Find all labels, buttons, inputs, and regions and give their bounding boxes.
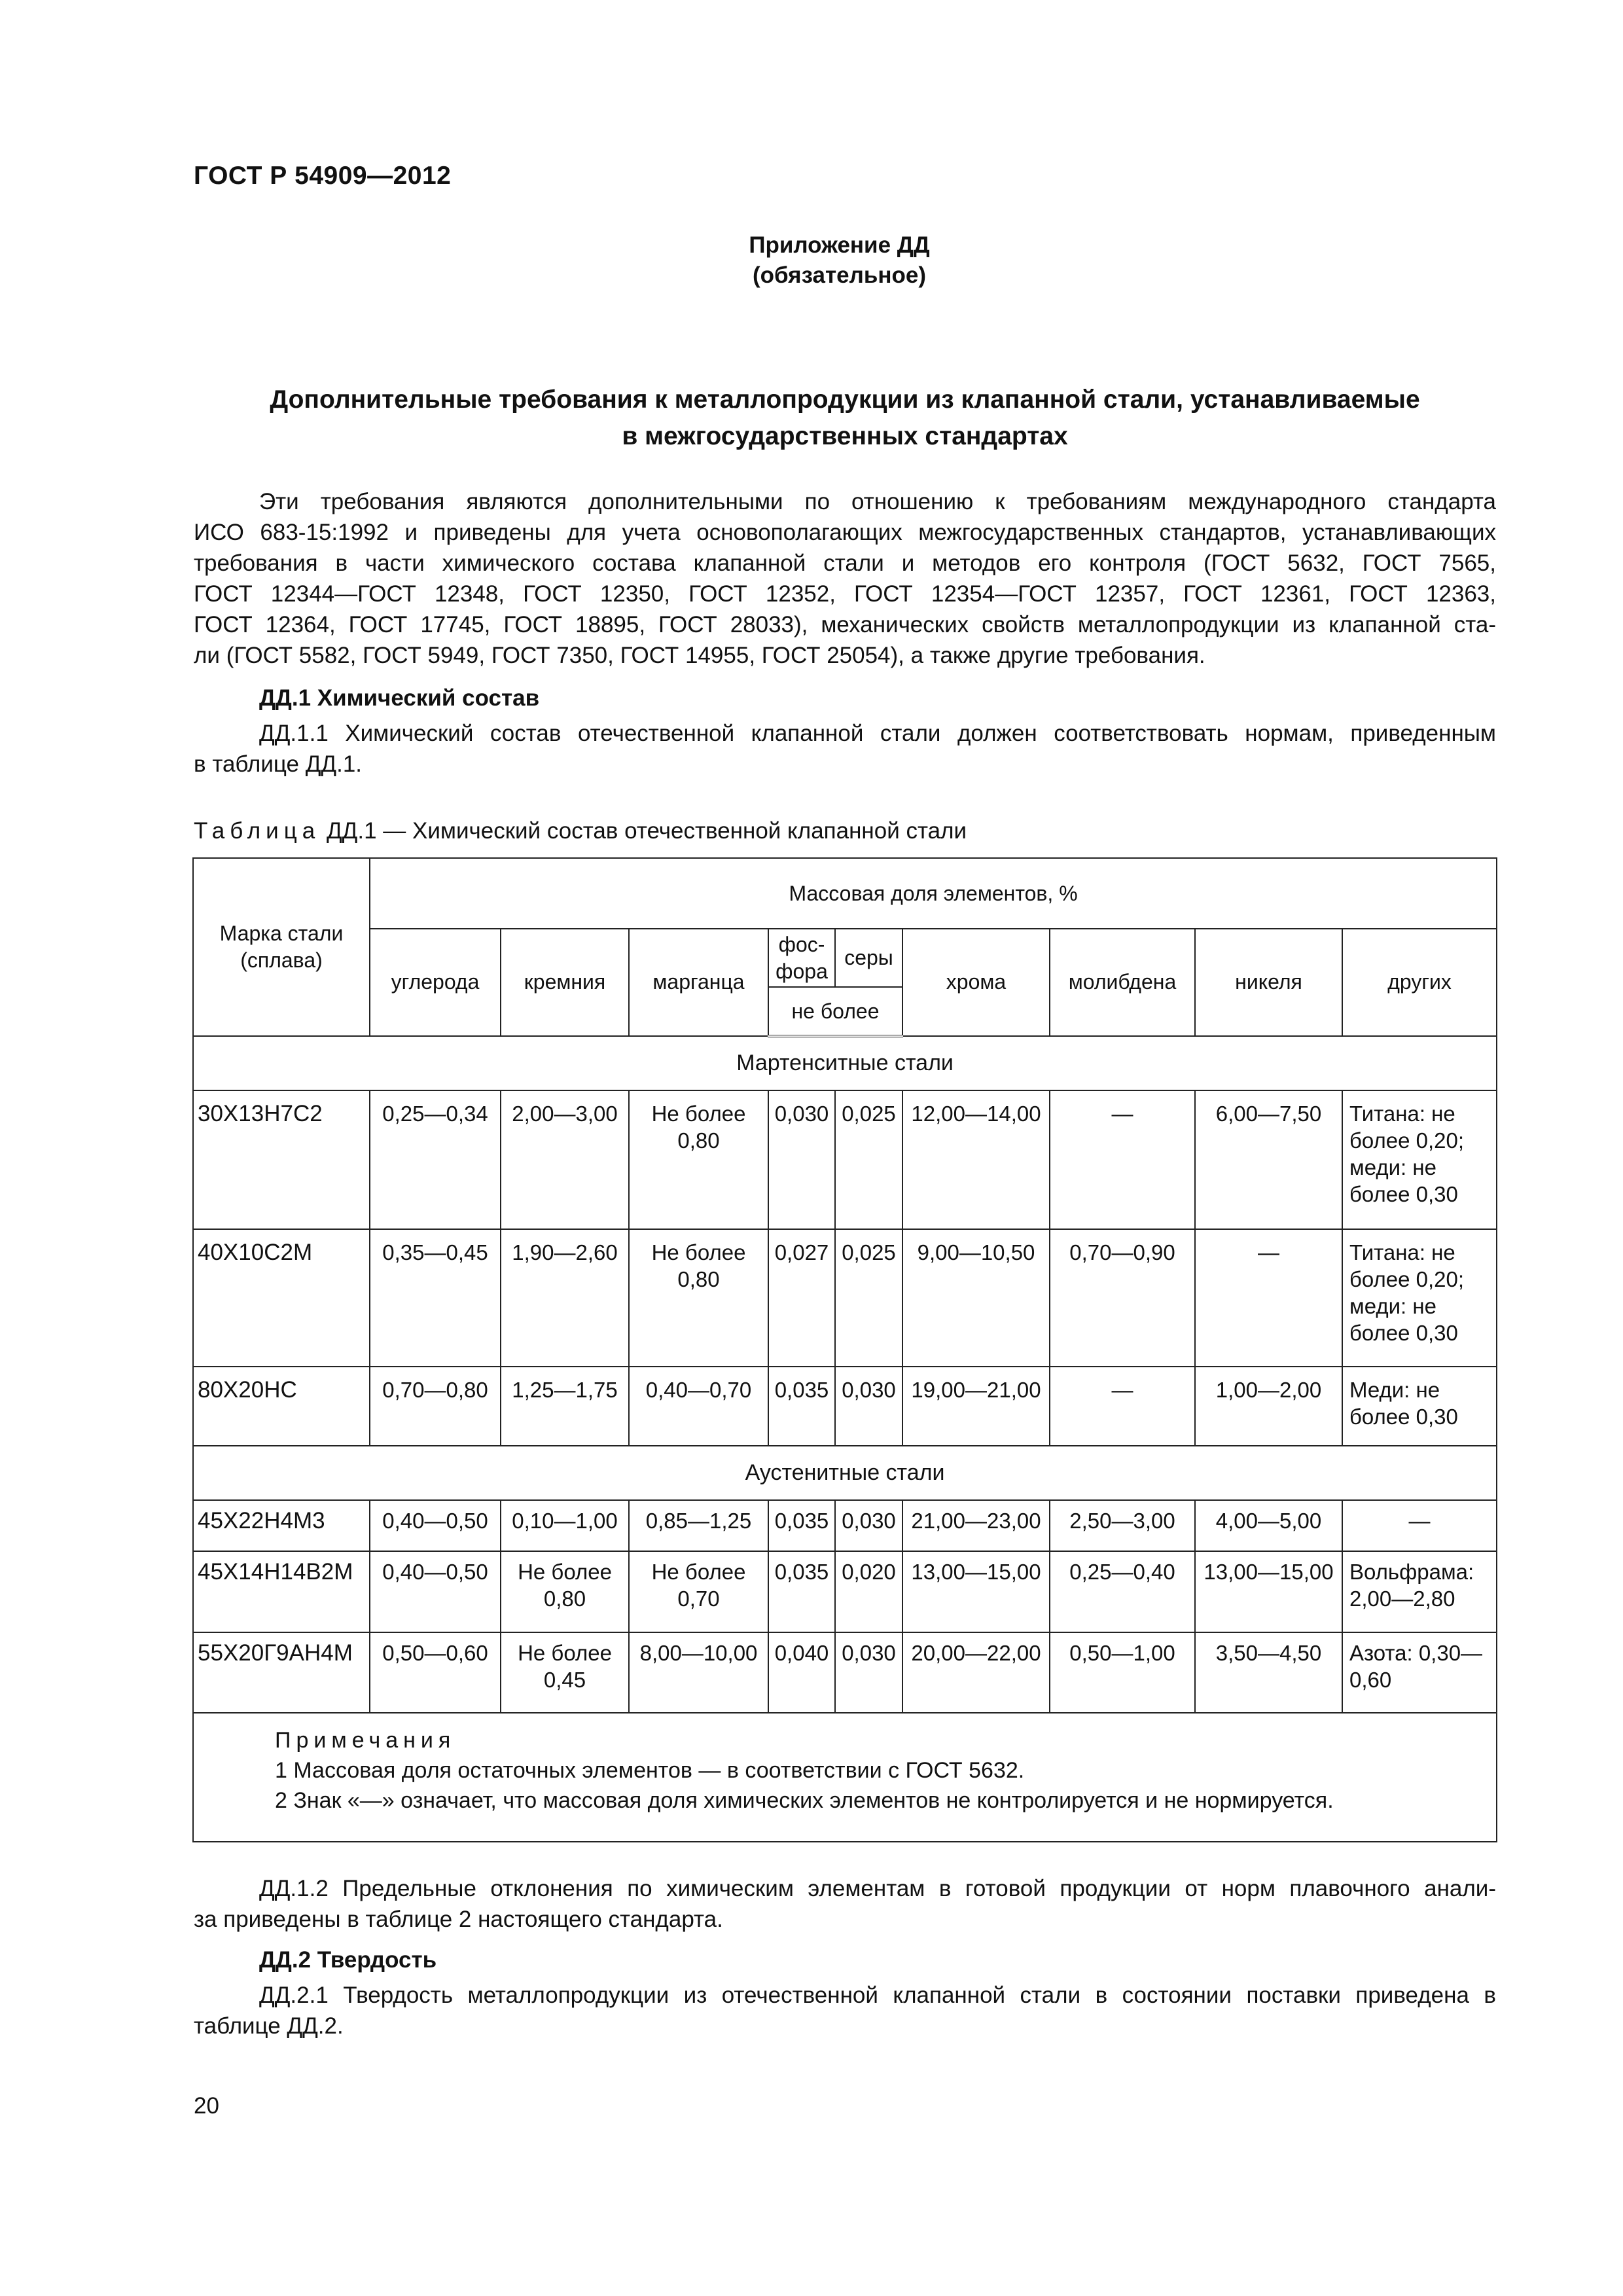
paragraph-line: ДД.1.2 Предельные отклонения по химическим элементам в готовой продукции от норм плавочного анали-: [259, 1876, 1496, 1901]
cell-other: Вольфрама: 2,00—2,80: [1342, 1551, 1497, 1632]
cell-manganese: 0,85—1,25: [629, 1500, 768, 1552]
cell-molybdenum: 2,50—3,00: [1050, 1500, 1195, 1552]
chemical-composition-table: [192, 857, 1497, 1842]
cell-silicon: 0,10—1,00: [501, 1500, 629, 1552]
cell-carbon: 0,35—0,45: [370, 1229, 501, 1367]
cell-phosphorus: 0,027: [768, 1229, 835, 1367]
cell-chromium: 20,00—22,00: [902, 1632, 1050, 1712]
cell-phosphorus: 0,035: [768, 1500, 835, 1552]
paragraph-dd21: [194, 1980, 1496, 2041]
cell-other: —: [1342, 1500, 1497, 1552]
cell-grade: 45Х22Н4М3: [193, 1500, 370, 1552]
table-row: [193, 1367, 1497, 1446]
cell-carbon: 0,25—0,34: [370, 1090, 501, 1229]
cell-manganese: Не более 0,80: [629, 1229, 768, 1367]
group-austenitic: Аустенитные стали: [193, 1446, 1497, 1500]
header-mass-fraction: Массовая доля элементов, %: [370, 858, 1497, 929]
cell-molybdenum: —: [1050, 1090, 1195, 1229]
table-caption-word: Таблица: [194, 818, 321, 844]
cell-silicon: Не более 0,80: [501, 1551, 629, 1632]
cell-grade: 40Х10С2М: [193, 1229, 370, 1367]
cell-nickel: 6,00—7,50: [1195, 1090, 1342, 1229]
cell-other: Титана: не более 0,20; меди: не более 0,30: [1342, 1229, 1497, 1367]
table-row: [193, 1551, 1497, 1632]
appendix-name: Приложение ДД: [749, 232, 930, 258]
intro-line: ГОСТ 12364, ГОСТ 17745, ГОСТ 18895, ГОСТ 28033), механических свойств металлопродукции из клапанной ста-: [194, 612, 1496, 637]
cell-grade: 80Х20НС: [193, 1367, 370, 1446]
paragraph-line: ДД.2.1 Твердость металлопродукции из отечественной клапанной стали в состоянии поставки приведена в: [259, 1982, 1496, 2008]
title-line-1: Дополнительные требования к металлопродукции из клапанной стали, устанавливаемые: [270, 386, 1420, 414]
cell-nickel: 3,50—4,50: [1195, 1632, 1342, 1712]
header-nickel: никеля: [1195, 929, 1342, 1035]
header-phosphorus: фос-фора: [768, 929, 835, 987]
cell-chromium: 9,00—10,50: [902, 1229, 1050, 1367]
section-heading-dd2: ДД.2 Твердость: [259, 1947, 437, 1973]
cell-silicon: 1,90—2,60: [501, 1229, 629, 1367]
document-number: ГОСТ Р 54909—2012: [194, 162, 452, 190]
cell-manganese: 8,00—10,00: [629, 1632, 768, 1712]
header-carbon: углерода: [370, 929, 501, 1035]
cell-sulfur: 0,030: [835, 1367, 902, 1446]
table-notes: [193, 1713, 1497, 1842]
paragraph-dd12: [194, 1873, 1496, 1935]
header-manganese: марганца: [629, 929, 768, 1035]
cell-molybdenum: 0,25—0,40: [1050, 1551, 1195, 1632]
cell-chromium: 12,00—14,00: [902, 1090, 1050, 1229]
cell-nickel: 4,00—5,00: [1195, 1500, 1342, 1552]
cell-chromium: 21,00—23,00: [902, 1500, 1050, 1552]
cell-grade: 30Х13Н7С2: [193, 1090, 370, 1229]
table-row: [193, 1229, 1497, 1367]
header-molybdenum: молибдена: [1050, 929, 1195, 1035]
cell-manganese: Не более 0,80: [629, 1090, 768, 1229]
cell-phosphorus: 0,035: [768, 1367, 835, 1446]
cell-molybdenum: 0,70—0,90: [1050, 1229, 1195, 1367]
intro-line: ГОСТ 12344—ГОСТ 12348, ГОСТ 12350, ГОСТ 12352, ГОСТ 12354—ГОСТ 12357, ГОСТ 12361, ГОСТ 12363,: [194, 581, 1496, 607]
header-not-more: не более: [768, 987, 902, 1035]
paragraph-line: таблице ДД.2.: [194, 2013, 344, 2039]
cell-manganese: 0,40—0,70: [629, 1367, 768, 1446]
cell-other: Титана: не более 0,20; меди: не более 0,30: [1342, 1090, 1497, 1229]
cell-molybdenum: —: [1050, 1367, 1195, 1446]
table-caption-text: ДД.1 — Химический состав отечественной клапанной стали: [320, 818, 967, 844]
cell-sulfur: 0,030: [835, 1632, 902, 1712]
section-heading-dd1: ДД.1 Химический состав: [259, 685, 540, 711]
header-chromium: хрома: [902, 929, 1050, 1035]
page-number: 20: [194, 2093, 219, 2119]
paragraph-line: за приведены в таблице 2 настоящего стандарта.: [194, 1907, 723, 1932]
cell-carbon: 0,50—0,60: [370, 1632, 501, 1712]
cell-carbon: 0,40—0,50: [370, 1500, 501, 1552]
intro-line: требования в части химического состава клапанной стали и методов его контроля (ГОСТ 5632, ГОСТ 7565,: [194, 550, 1496, 576]
cell-chromium: 19,00—21,00: [902, 1367, 1050, 1446]
title-line-2: в межгосударственных стандартах: [622, 422, 1068, 450]
cell-phosphorus: 0,030: [768, 1090, 835, 1229]
header-grade: Марка стали (сплава): [193, 858, 370, 1036]
header-other: других: [1342, 929, 1497, 1035]
intro-line: ИСО 683-15:1992 и приведены для учета основополагающих межгосударственных стандартов, устанавливающих: [194, 520, 1496, 545]
note-item: 2 Знак «—» означает, что массовая доля химических элементов не контролируется и не нормируется.: [275, 1787, 1334, 1813]
table-row: [193, 1090, 1497, 1229]
table-caption: [194, 818, 967, 844]
cell-other: Азота: 0,30—0,60: [1342, 1632, 1497, 1712]
header-sulfur: серы: [835, 929, 902, 987]
cell-carbon: 0,40—0,50: [370, 1551, 501, 1632]
cell-chromium: 13,00—15,00: [902, 1551, 1050, 1632]
paragraph-line: ДД.1.1 Химический состав отечественной клапанной стали должен соответствовать нормам, приведенным: [259, 721, 1496, 746]
header-silicon: кремния: [501, 929, 629, 1035]
cell-molybdenum: 0,50—1,00: [1050, 1632, 1195, 1712]
intro-line: Эти требования являются дополнительными по отношению к требованиям международного стандарта: [259, 489, 1496, 514]
cell-grade: 45Х14Н14В2М: [193, 1551, 370, 1632]
cell-manganese: Не более 0,70: [629, 1551, 768, 1632]
paragraph-dd11: [194, 718, 1496, 780]
cell-phosphorus: 0,040: [768, 1632, 835, 1712]
note-item: 1 Массовая доля остаточных элементов — в соответствии с ГОСТ 5632.: [275, 1757, 1025, 1783]
table-row: [193, 1500, 1497, 1552]
cell-silicon: 2,00—3,00: [501, 1090, 629, 1229]
cell-silicon: Не более 0,45: [501, 1632, 629, 1712]
cell-phosphorus: 0,035: [768, 1551, 835, 1632]
cell-carbon: 0,70—0,80: [370, 1367, 501, 1446]
cell-nickel: —: [1195, 1229, 1342, 1367]
intro-paragraph: [194, 486, 1496, 671]
appendix-status: (обязательное): [752, 262, 926, 288]
cell-other: Меди: не более 0,30: [1342, 1367, 1497, 1446]
cell-nickel: 13,00—15,00: [1195, 1551, 1342, 1632]
appendix-title: [194, 382, 1496, 455]
cell-sulfur: 0,020: [835, 1551, 902, 1632]
intro-line: ли (ГОСТ 5582, ГОСТ 5949, ГОСТ 7350, ГОСТ 14955, ГОСТ 25054), а также другие требования.: [194, 643, 1205, 668]
table-row: [193, 1632, 1497, 1712]
cell-grade: 55Х20Г9АН4М: [193, 1632, 370, 1712]
cell-silicon: 1,25—1,75: [501, 1367, 629, 1446]
cell-nickel: 1,00—2,00: [1195, 1367, 1342, 1446]
cell-sulfur: 0,025: [835, 1090, 902, 1229]
cell-sulfur: 0,030: [835, 1500, 902, 1552]
group-martensitic: Мартенситные стали: [193, 1036, 1497, 1090]
paragraph-line: в таблице ДД.1.: [194, 751, 363, 777]
cell-sulfur: 0,025: [835, 1229, 902, 1367]
notes-title: Примечания: [275, 1727, 456, 1753]
